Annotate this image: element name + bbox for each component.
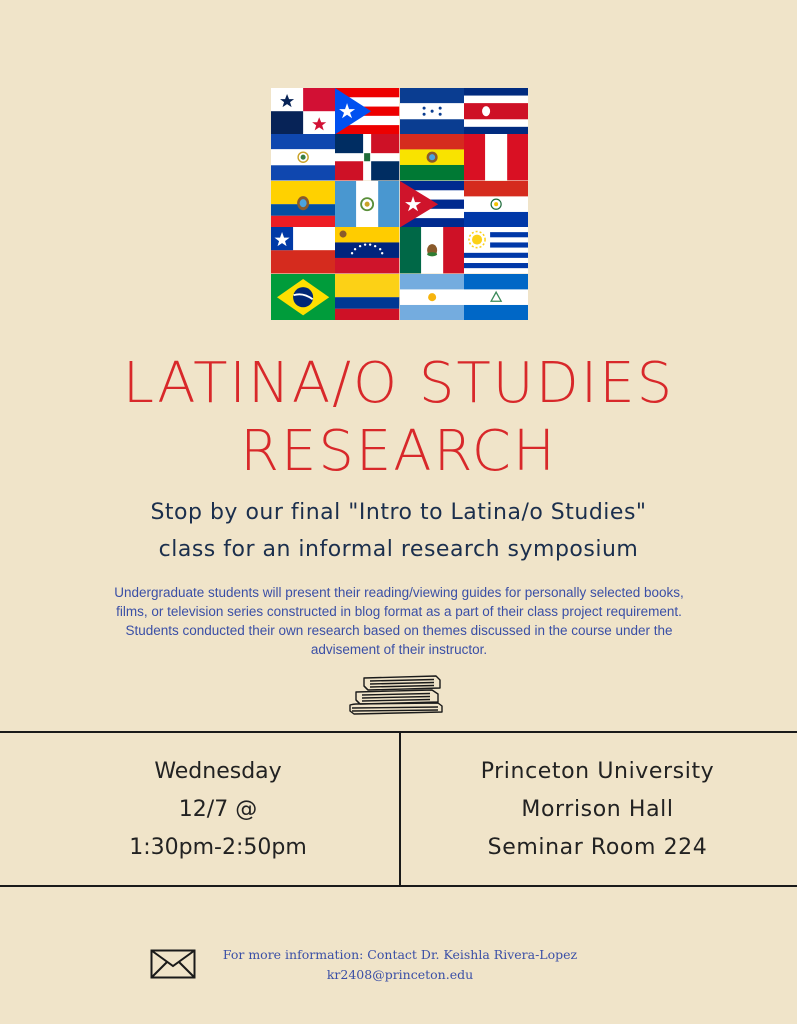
honduras-flag-icon [400,88,464,134]
guatemala-flag-icon [335,181,399,227]
puerto-rico-flag-icon [335,88,399,134]
bolivia-flag-icon [400,134,464,180]
books-icon [348,674,448,716]
mexico-flag-icon [400,227,464,273]
event-building: Morrison Hall [521,797,674,822]
envelope-icon [150,949,196,979]
uruguay-flag-icon [464,227,528,273]
flags-collage [271,88,528,320]
event-date: 12/7 @ [178,797,258,822]
dominican-republic-flag-icon [335,134,399,180]
title-line-2: RESEARCH [240,419,557,484]
event-info-box [0,731,797,887]
colombia-flag-icon [335,274,399,320]
argentina-flag-icon [400,274,464,320]
cuba-flag-icon [400,181,464,227]
costa-rica-flag-icon [464,88,528,134]
ecuador-flag-icon [271,181,335,227]
el-salvador-flag-icon [271,134,335,180]
subtitle-line-2: class for an informal research symposium [158,537,639,562]
brazil-flag-icon [271,274,335,320]
contact-email[interactable]: kr2408@princeton.edu [326,967,474,982]
event-location [400,753,795,867]
peru-flag-icon [464,134,528,180]
event-room: Seminar Room 224 [487,835,708,860]
chile-flag-icon [271,227,335,273]
event-venue: Princeton University [480,759,715,784]
nicaragua-flag-icon [464,274,528,320]
title-line-1: LATINA/O STUDIES [122,351,675,416]
contact-info: For more information: Contact Dr. Keishla Rivera-Lopez [222,947,578,962]
event-time: 1:30pm-2:50pm [129,835,307,860]
panama-flag-icon [271,88,335,134]
subtitle-line-1: Stop by our final "Intro to Latina/o Studies" [150,500,647,525]
event-description: Undergraduate students will present their reading/viewing guides for personally selected books, films, or television series constructed in blog format as a part of their class project requirement. Students conducted their own research based on themes discussed in the course under the advisement of their instructor. [114,585,684,657]
event-day: Wednesday [154,759,282,784]
paraguay-flag-icon [464,181,528,227]
venezuela-flag-icon [335,227,399,273]
event-datetime [18,753,418,867]
